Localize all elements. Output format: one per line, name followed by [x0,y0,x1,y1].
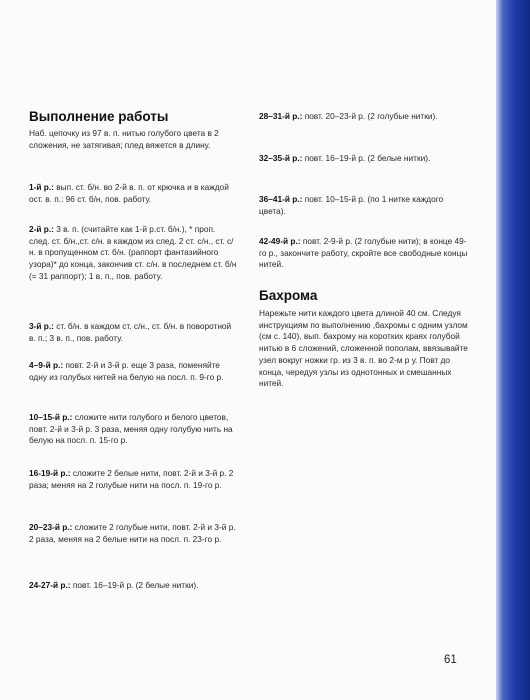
row-label: 28–31-й р.: [259,111,303,121]
row-label: 24-27-й р.: [29,580,71,590]
row-label: 42-49-й р.: [259,236,301,246]
section-heading-work: Выполнение работы [29,109,169,124]
intro-paragraph [29,128,237,151]
row-instruction [259,236,471,271]
row-label: 1-й р.: [29,182,54,192]
row-instruction [29,360,237,383]
page-number: 61 [444,654,457,666]
row-instruction [29,580,237,592]
row-text: повт. 10–15-й р. (по 1 нитке каждого цвета). [259,194,444,216]
row-instruction [29,321,237,344]
row-text: вып. ст. б/н. во 2-й в. п. от крючка и в каждой ост. в. п.: 96 ст. б/н, пов. работу. [29,182,229,204]
blue-page-edge [496,0,530,700]
row-label: 32–35-й р.: [259,153,303,163]
row-label: 2-й р.: [29,224,54,234]
intro-text: Наб. цепочку из 97 в. п. нитью голубого цвета в 2 сложения, не затягивая; плед вяжется в длину. [29,128,219,150]
row-label: 36–41-й р.: [259,194,303,204]
row-text: повт. 16–19-й р. (2 белые нитки). [304,153,431,163]
row-label: 20–23-й р.: [29,522,73,532]
row-text: ст. б/н. в каждом ст. с/н., ст. б/н. в поворотной в. п.; 3 в. п., пов. работу. [29,321,232,343]
fringe-paragraph [259,308,471,390]
row-instruction [259,153,471,165]
section-heading-fringe: Бахрома [259,288,318,303]
row-instruction [29,182,237,205]
row-text: повт. 2-й и 3-й р. еще 3 раза, поменяйте одну из голубых нитей на белую на посл. п. 9-го р. [29,360,224,382]
fringe-text: Нарежьте нити каждого цвета длиной 40 см. Следуя инструкциям по выполнению ,бахромы с одним узлом (см с. 140), вып. бахрому на коротких краях голубой нитью в 6 сложений, сложенной пополам, ввязывайте узел вокруг ножки гр. из 3 в. п. во 2-м р у. Повт до конца, чередуя узлы из однотонных и смешанных нитей. [259,308,468,389]
row-instruction [29,412,237,447]
row-text: повт. 16–19-й р. (2 белые нитки). [72,580,199,590]
row-text: сложите 2 голубые нити, повт. 2-й и 3-й р. 2 раза, меняя на 2 белые нити на посл. п. 23-го р. [29,522,236,544]
row-text: 3 в. п. (считайте как 1-й р.ст. б/н.), * проп. след. ст. б/н.,ст. с/н. в каждом из след. 2 ст. с/н., ст. с/н. в пропущенном ст. б/н. (раппорт фантазийного узора)* до конца, закончив ст. с/н. в последнем ст. б/н (= 31 раппорт); 1 в. п., пов. работу. [29,224,237,281]
row-text: повт. 2-9-й р. (2 голубые нити); в конце 49-го р., закончите работу, скройте все свободные концы нитей. [259,236,468,270]
row-instruction [29,224,237,283]
row-instruction [29,468,237,491]
row-label: 16-19-й р.: [29,468,71,478]
row-instruction [259,194,471,217]
row-label: 4–9-й р.: [29,360,64,370]
row-instruction [29,522,237,545]
row-label: 10–15-й р.: [29,412,73,422]
row-text: сложите нити голубого и белого цветов, повт. 2-й и 3-й р. 3 раза, меняя одну голубую нить на белую на посл. п. 15-го р. [29,412,233,446]
row-instruction [259,111,471,123]
row-text: сложите 2 белые нити, повт. 2-й и 3-й р. 2 раза; меняя на 2 голубые нити на посл. п. 19-го р. [29,468,234,490]
row-label: 3-й р.: [29,321,54,331]
row-text: повт. 20–23-й р. (2 голубые нитки). [304,111,438,121]
